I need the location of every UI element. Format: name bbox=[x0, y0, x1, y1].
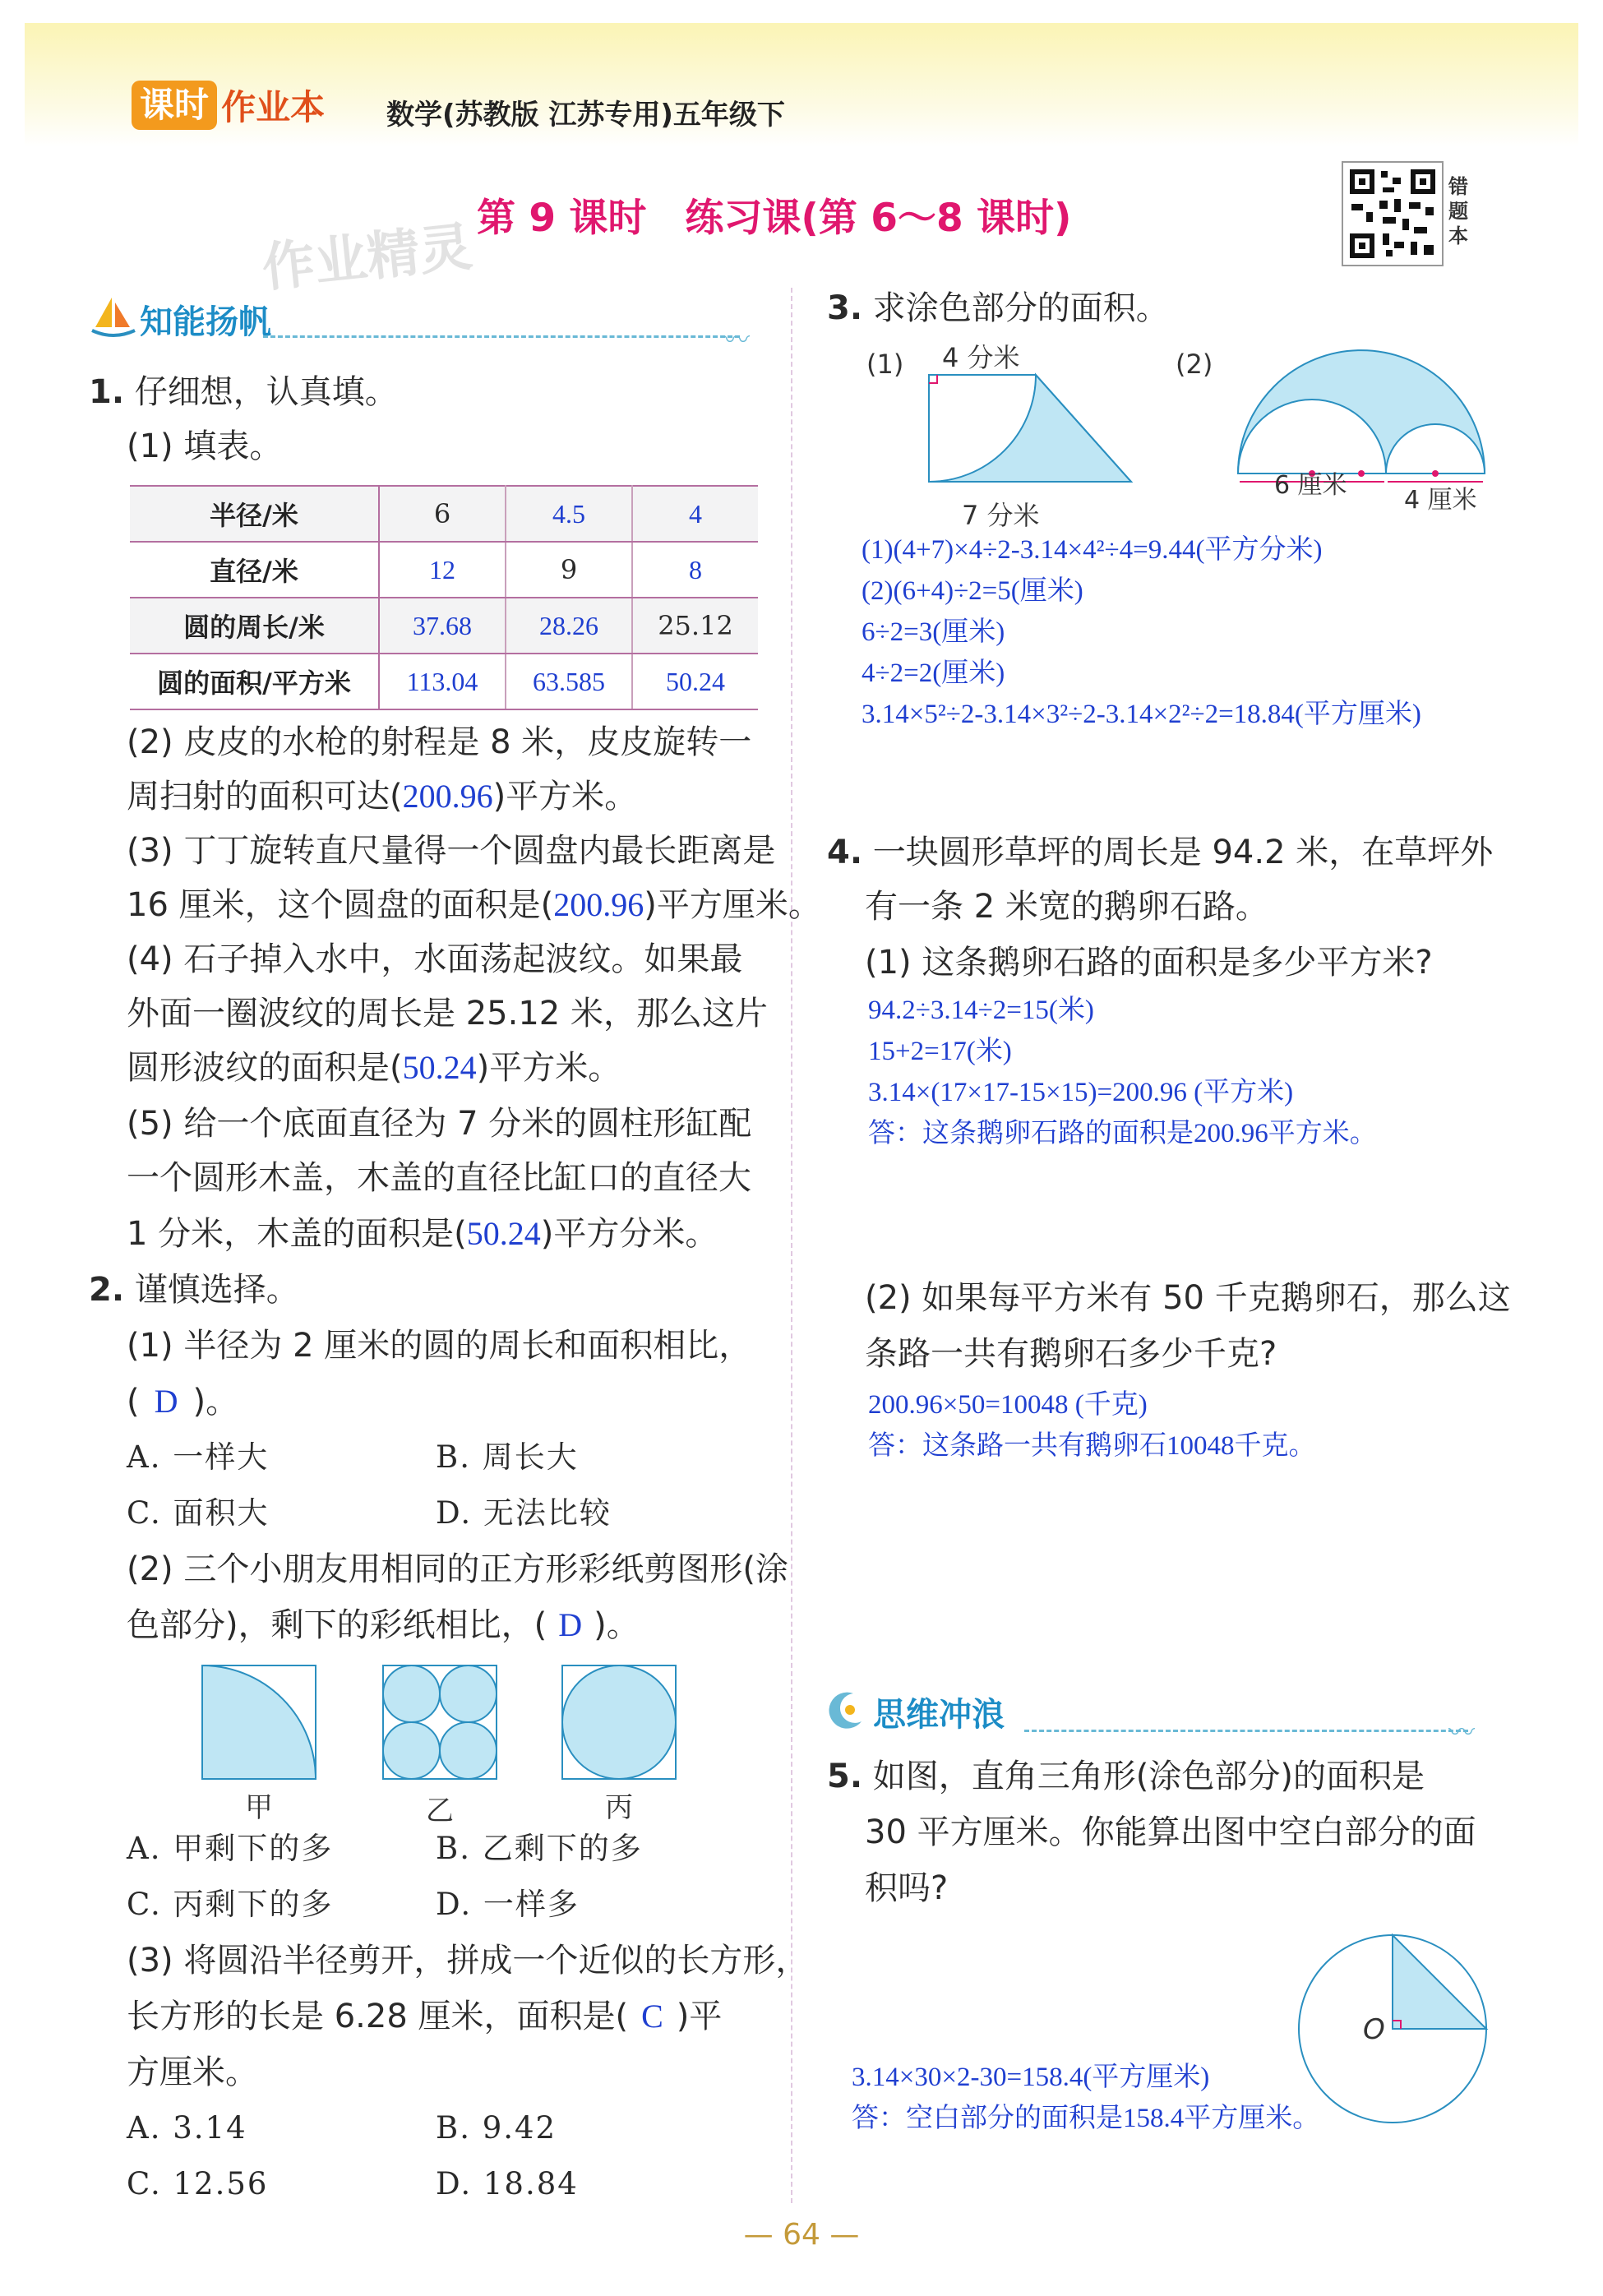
answer-cell: 28.26 bbox=[506, 598, 632, 654]
figure-bing bbox=[562, 1665, 676, 1779]
q2-s1-opt-d: D. 无法比较 bbox=[436, 1495, 612, 1531]
q3-answer-5: 3.14×5²÷2-3.14×3²÷2-3.14×2²÷2=18.84(平方厘米) bbox=[862, 700, 1421, 729]
figure-yi bbox=[383, 1665, 497, 1779]
q3-answer-2: (2)(6+4)÷2=5(厘米) bbox=[862, 576, 1083, 606]
answer-text: 200.96 bbox=[553, 886, 644, 923]
dimension-label: 7 分米 bbox=[962, 500, 1040, 531]
figure-label: 丙 bbox=[605, 1791, 633, 1824]
q4-answer-1: 94.2÷3.14÷2=15(米) bbox=[868, 996, 1094, 1025]
q2-figures bbox=[197, 1661, 691, 1825]
q1-stem bbox=[89, 365, 398, 419]
q1-s4-line1: (4) 石子掉入水中，水面荡起波纹。如果最 bbox=[127, 940, 743, 978]
q4-number: 4. bbox=[827, 834, 863, 871]
row-label: 圆的周长/米 bbox=[130, 598, 379, 654]
q4-s2-line1: (2) 如果每平方米有 50 千克鹅卵石，那么这 bbox=[865, 1279, 1511, 1317]
q1-s2-line1: (2) 皮皮的水枪的射程是 8 米，皮皮旋转一 bbox=[127, 723, 752, 761]
q1-s5-line3: 1 分米，木盖的面积是(50.24)平方分米。 bbox=[127, 1215, 718, 1253]
q5-number: 5. bbox=[827, 1758, 863, 1795]
q4-s1: (1) 这条鹅卵石路的面积是多少平方米? bbox=[865, 944, 1433, 982]
book-info: 数学(苏教版 江苏专用)五年级下 bbox=[386, 99, 785, 132]
row-label: 圆的面积/平方米 bbox=[130, 654, 379, 709]
q3-answer-3: 6÷2=3(厘米) bbox=[862, 617, 1005, 647]
q1-s3-line2: 16 厘米，这个圆盘的面积是(200.96)平方厘米。 bbox=[127, 886, 821, 924]
q5-stem-line2: 30 平方厘米。你能算出图中空白部分的面 bbox=[865, 1813, 1476, 1851]
q4-answer-6: 答：这条路一共有鹅卵石10048千克。 bbox=[868, 1431, 1316, 1461]
q2-s3-opt-c: C. 12.56 bbox=[127, 2166, 269, 2201]
choice-answer: D bbox=[558, 1606, 583, 1643]
q2-s1-opt-c: C. 面积大 bbox=[127, 1495, 270, 1531]
figure-label: (2) bbox=[1176, 349, 1213, 380]
watermark: 作业精灵 bbox=[259, 216, 475, 300]
q2-s2-opt-b: B. 乙剩下的多 bbox=[436, 1831, 643, 1866]
q4-stem-line1: 4. 一块圆形草坪的周长是 94.2 米，在草坪外 bbox=[827, 834, 1494, 871]
choice-answer: D bbox=[154, 1383, 178, 1420]
q2-s3-opt-b: B. 9.42 bbox=[436, 2110, 557, 2146]
q2-s1-opt-a: A. 一样大 bbox=[127, 1439, 270, 1475]
q1-s4-line3: 圆形波纹的面积是(50.24)平方米。 bbox=[127, 1049, 621, 1087]
q4-s2-line2: 条路一共有鹅卵石多少千克? bbox=[865, 1335, 1277, 1373]
q5-answer-2: 答：空白部分的面积是158.4平方厘米。 bbox=[852, 2104, 1320, 2133]
figure-label: 乙 bbox=[426, 1795, 454, 1825]
answer-cell: 4.5 bbox=[506, 486, 632, 542]
answer-text: 50.24 bbox=[402, 1049, 477, 1086]
q2-text: 谨慎选择。 bbox=[134, 1271, 299, 1309]
answer-cell: 63.585 bbox=[506, 654, 632, 709]
answer-cell: 37.68 bbox=[379, 598, 506, 654]
q3-answer-4: 4÷2=2(厘米) bbox=[862, 658, 1005, 688]
q3-answer-1: (1)(4+7)×4÷2-3.14×4²÷4=9.44(平方分米) bbox=[862, 535, 1323, 565]
q1-number: 1. bbox=[89, 373, 125, 411]
table-row bbox=[130, 598, 758, 654]
q4-answer-3: 3.14×(17×17-15×15)=200.96 (平方米) bbox=[868, 1078, 1294, 1107]
q2-s2-line1: (2) 三个小朋友用相同的正方形彩纸剪图形(涂 bbox=[127, 1550, 788, 1588]
lesson-title: 第 9 课时 练习课(第 6～8 课时) bbox=[477, 196, 1072, 241]
given-cell: 9 bbox=[506, 542, 632, 598]
answer-cell: 12 bbox=[379, 542, 506, 598]
given-cell: 6 bbox=[379, 486, 506, 542]
logo-sub: 作业本 bbox=[221, 87, 326, 127]
moon-icon bbox=[825, 1689, 868, 1731]
sail-icon bbox=[90, 294, 136, 340]
figure-jia bbox=[202, 1665, 316, 1779]
q2-s3-line1: (3) 将圆沿半径剪开，拼成一个近似的长方形， bbox=[127, 1942, 809, 1980]
q2-s1-line2: ( D )。 bbox=[127, 1383, 239, 1421]
q4-answer-5: 200.96×50=10048 (千克) bbox=[868, 1390, 1148, 1420]
answer-cell: 8 bbox=[632, 542, 758, 598]
q2-s2-opt-c: C. 丙剩下的多 bbox=[127, 1887, 334, 1922]
table-row bbox=[130, 486, 758, 542]
qr-code[interactable] bbox=[1342, 161, 1444, 266]
table-row bbox=[130, 654, 758, 709]
q2-number: 2. bbox=[89, 1271, 125, 1309]
q4-answer-4: 答：这条鹅卵石路的面积是200.96平方米。 bbox=[868, 1119, 1377, 1148]
q5-answer-1: 3.14×30×2-30=158.4(平方厘米) bbox=[852, 2063, 1210, 2092]
q3-stem bbox=[827, 281, 1169, 335]
q1-s5-line2: 一个圆形木盖，木盖的直径比缸口的直径大 bbox=[127, 1159, 751, 1197]
figure-label: (1) bbox=[866, 349, 904, 380]
dimension-label: 6 厘米 bbox=[1274, 471, 1347, 500]
q1-s3-line1: (3) 丁丁旋转直尺量得一个圆盘内最长距离是 bbox=[127, 832, 776, 870]
wave-icon: 〰 bbox=[1448, 1716, 1476, 1748]
semicircle-figure bbox=[1238, 350, 1485, 482]
answer-text: 50.24 bbox=[466, 1215, 541, 1252]
section-rule bbox=[263, 335, 740, 338]
table-row bbox=[130, 542, 758, 598]
q3-figures bbox=[855, 337, 1513, 543]
answer-cell: 4 bbox=[632, 486, 758, 542]
qr-label: 错题本 bbox=[1448, 175, 1468, 247]
answer-cell: 113.04 bbox=[379, 654, 506, 709]
column-divider bbox=[791, 288, 792, 2203]
dimension-label: 4 分米 bbox=[942, 342, 1020, 373]
q2-s1-line1: (1) 半径为 2 厘米的圆的周长和面积相比， bbox=[127, 1327, 752, 1365]
trapezoid-figure bbox=[929, 375, 1131, 482]
q2-stem bbox=[89, 1263, 299, 1317]
q2-s3-opt-d: D. 18.84 bbox=[436, 2166, 579, 2201]
wave-icon: 〰 bbox=[723, 324, 751, 355]
q2-s2-line2: 色部分)，剩下的彩纸相比，( D )。 bbox=[127, 1606, 640, 1644]
q5-stem-line1: 5. 如图，直角三角形(涂色部分)的面积是 bbox=[827, 1758, 1425, 1795]
figure-label: 甲 bbox=[245, 1791, 273, 1824]
section-title: 思维冲浪 bbox=[873, 1696, 1005, 1734]
row-label: 半径/米 bbox=[130, 486, 379, 542]
q3-number: 3. bbox=[827, 289, 863, 327]
q2-s3-line3: 方厘米。 bbox=[127, 2053, 258, 2091]
q1-s4-line2: 外面一圈波纹的周长是 25.12 米，那么这片 bbox=[127, 995, 768, 1033]
q4-stem-line2: 有一条 2 米宽的鹅卵石路。 bbox=[865, 888, 1268, 926]
q2-s1-opt-b: B. 周长大 bbox=[436, 1439, 579, 1475]
section-title: 知能扬帆 bbox=[140, 303, 271, 341]
dimension-label: 4 厘米 bbox=[1404, 486, 1477, 515]
given-cell: 25.12 bbox=[632, 598, 758, 654]
logo bbox=[132, 81, 325, 132]
q3-text: 求涂色部分的面积。 bbox=[872, 289, 1169, 327]
fill-table bbox=[130, 485, 758, 710]
answer-cell: 50.24 bbox=[632, 654, 758, 709]
q1-s2-line2: 周扫射的面积可达(200.96)平方米。 bbox=[127, 778, 638, 815]
row-label: 直径/米 bbox=[130, 542, 379, 598]
section-rule bbox=[1024, 1730, 1468, 1732]
q2-s2-opt-a: A. 甲剩下的多 bbox=[127, 1831, 334, 1866]
qr-pattern-icon bbox=[1343, 163, 1442, 265]
q2-s3-line2: 长方形的长是 6.28 厘米，面积是( C )平 bbox=[127, 1998, 723, 2035]
q2-s3-opt-a: A. 3.14 bbox=[127, 2110, 247, 2146]
choice-answer: C bbox=[641, 1998, 663, 2035]
page-number: — 64 — bbox=[743, 2218, 860, 2252]
logo-main: 课时 bbox=[132, 81, 217, 130]
q4-answer-2: 15+2=17(米) bbox=[868, 1037, 1012, 1066]
q1-s5-line1: (5) 给一个底面直径为 7 分米的圆柱形缸配 bbox=[127, 1105, 752, 1143]
q2-s2-opt-d: D. 一样多 bbox=[436, 1887, 580, 1922]
q5-stem-line3: 积吗? bbox=[865, 1869, 949, 1907]
center-label: O bbox=[1363, 2013, 1385, 2046]
answer-text: 200.96 bbox=[402, 778, 493, 815]
q1-text: 仔细想，认真填。 bbox=[134, 373, 398, 411]
q1-sub1: (1) 填表。 bbox=[127, 427, 283, 465]
